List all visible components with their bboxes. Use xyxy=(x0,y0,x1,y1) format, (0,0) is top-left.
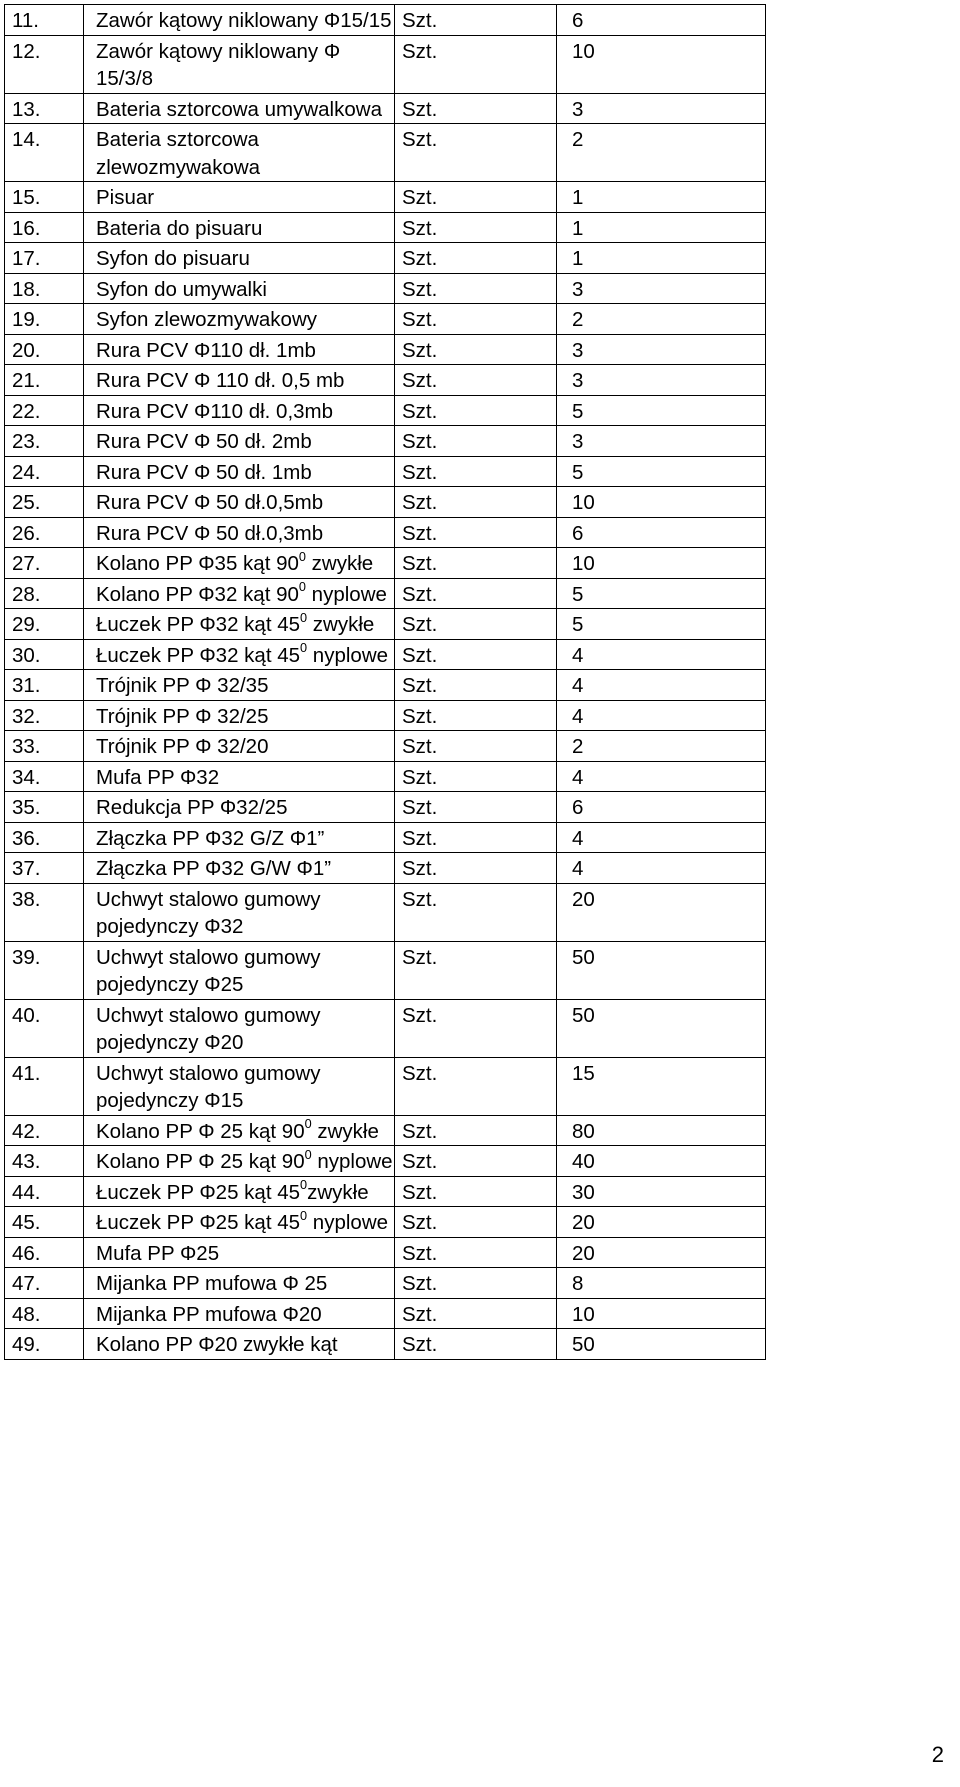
item-name: Uchwyt stalowo gumowy pojedynczy Φ32 xyxy=(84,883,395,941)
row-number: 21. xyxy=(5,365,84,396)
item-name xyxy=(84,548,395,579)
item-quantity: 3 xyxy=(557,334,766,365)
item-quantity: 4 xyxy=(557,670,766,701)
item-name: Złączka PP Φ32 G/W Φ1” xyxy=(84,853,395,884)
row-number: 38. xyxy=(5,883,84,941)
table-row xyxy=(5,304,766,335)
table-row xyxy=(5,639,766,670)
row-number: 36. xyxy=(5,822,84,853)
item-unit: Szt. xyxy=(395,1237,557,1268)
item-unit: Szt. xyxy=(395,365,557,396)
item-quantity: 40 xyxy=(557,1146,766,1177)
item-quantity: 2 xyxy=(557,731,766,762)
row-number: 42. xyxy=(5,1115,84,1146)
item-unit: Szt. xyxy=(395,1146,557,1177)
row-number: 11. xyxy=(5,5,84,36)
item-quantity: 50 xyxy=(557,941,766,999)
item-unit: Szt. xyxy=(395,548,557,579)
item-name: Redukcja PP Φ32/25 xyxy=(84,792,395,823)
degree-superscript: 0 xyxy=(300,640,308,656)
item-unit: Szt. xyxy=(395,941,557,999)
row-number: 44. xyxy=(5,1176,84,1207)
item-quantity: 50 xyxy=(557,1329,766,1360)
table-row xyxy=(5,334,766,365)
item-quantity: 15 xyxy=(557,1057,766,1115)
item-name-text: Łuczek PP Φ32 kąt 45 xyxy=(96,643,301,667)
item-unit: Szt. xyxy=(395,487,557,518)
table-row xyxy=(5,1057,766,1115)
item-quantity: 4 xyxy=(557,761,766,792)
item-quantity: 1 xyxy=(557,182,766,213)
table-row xyxy=(5,243,766,274)
item-unit: Szt. xyxy=(395,5,557,36)
page-number: 2 xyxy=(931,1742,944,1767)
item-quantity: 8 xyxy=(557,1268,766,1299)
table-row xyxy=(5,700,766,731)
degree-superscript: 0 xyxy=(300,609,308,625)
item-unit: Szt. xyxy=(395,883,557,941)
item-unit: Szt. xyxy=(395,1207,557,1238)
item-unit: Szt. xyxy=(395,243,557,274)
item-name-suffix: zwykłe xyxy=(307,1180,369,1204)
item-name: Zawór kątowy niklowany Φ15/15 xyxy=(84,5,395,36)
materials-table-body xyxy=(5,5,766,1360)
table-row xyxy=(5,1298,766,1329)
table-row xyxy=(5,487,766,518)
item-unit: Szt. xyxy=(395,700,557,731)
item-quantity: 5 xyxy=(557,456,766,487)
item-name-text: Kolano PP Φ 25 kąt 90 xyxy=(96,1119,305,1143)
item-name-text: Łuczek PP Φ25 kąt 45 xyxy=(96,1180,301,1204)
table-row xyxy=(5,941,766,999)
item-name-suffix: nyplowe xyxy=(307,1211,389,1234)
table-row xyxy=(5,548,766,579)
item-unit: Szt. xyxy=(395,792,557,823)
item-unit: Szt. xyxy=(395,395,557,426)
item-quantity: 10 xyxy=(557,1298,766,1329)
row-number: 17. xyxy=(5,243,84,274)
row-number: 32. xyxy=(5,700,84,731)
degree-superscript: 0 xyxy=(304,1116,312,1132)
degree-superscript: 0 xyxy=(300,1177,308,1193)
item-unit: Szt. xyxy=(395,1268,557,1299)
materials-table xyxy=(4,4,766,1360)
table-row xyxy=(5,609,766,640)
item-quantity: 80 xyxy=(557,1115,766,1146)
item-name: Trójnik PP Φ 32/25 xyxy=(84,700,395,731)
row-number: 35. xyxy=(5,792,84,823)
item-quantity: 10 xyxy=(557,548,766,579)
item-name: Rura PCV Φ 50 dł. 1mb xyxy=(84,456,395,487)
row-number: 13. xyxy=(5,93,84,124)
item-name: Mufa PP Φ32 xyxy=(84,761,395,792)
row-number: 14. xyxy=(5,124,84,182)
item-name: Rura PCV Φ 50 dł. 2mb xyxy=(84,426,395,457)
item-quantity: 1 xyxy=(557,243,766,274)
item-quantity: 4 xyxy=(557,822,766,853)
table-row xyxy=(5,1207,766,1238)
item-quantity: 20 xyxy=(557,1237,766,1268)
item-quantity: 2 xyxy=(557,124,766,182)
item-quantity: 1 xyxy=(557,212,766,243)
item-unit: Szt. xyxy=(395,999,557,1057)
row-number: 33. xyxy=(5,731,84,762)
item-quantity: 5 xyxy=(557,609,766,640)
table-row xyxy=(5,578,766,609)
table-row xyxy=(5,5,766,36)
table-row xyxy=(5,426,766,457)
item-unit: Szt. xyxy=(395,124,557,182)
table-row xyxy=(5,883,766,941)
degree-superscript: 0 xyxy=(298,579,306,595)
row-number: 26. xyxy=(5,517,84,548)
item-name xyxy=(84,1146,395,1177)
item-name: Rura PCV Φ110 dł. 0,3mb xyxy=(84,395,395,426)
item-name: Bateria sztorcowa zlewozmywakowa xyxy=(84,124,395,182)
table-row xyxy=(5,93,766,124)
item-unit: Szt. xyxy=(395,304,557,335)
item-name: Rura PCV Φ110 dł. 1mb xyxy=(84,334,395,365)
row-number: 28. xyxy=(5,578,84,609)
item-quantity: 20 xyxy=(557,883,766,941)
item-quantity: 10 xyxy=(557,35,766,93)
item-name: Trójnik PP Φ 32/20 xyxy=(84,731,395,762)
row-number: 47. xyxy=(5,1268,84,1299)
item-quantity: 3 xyxy=(557,365,766,396)
item-name-suffix: nyplowe xyxy=(311,1150,393,1173)
item-name: Zawór kątowy niklowany Φ 15/3/8 xyxy=(84,35,395,93)
row-number: 40. xyxy=(5,999,84,1057)
item-unit: Szt. xyxy=(395,609,557,640)
table-row xyxy=(5,182,766,213)
item-unit: Szt. xyxy=(395,761,557,792)
item-name xyxy=(84,1176,395,1207)
row-number: 18. xyxy=(5,273,84,304)
item-unit: Szt. xyxy=(395,731,557,762)
item-quantity: 5 xyxy=(557,395,766,426)
table-row xyxy=(5,792,766,823)
table-row xyxy=(5,1115,766,1146)
item-unit: Szt. xyxy=(395,517,557,548)
item-quantity: 10 xyxy=(557,487,766,518)
item-quantity: 6 xyxy=(557,792,766,823)
item-name: Bateria do pisuaru xyxy=(84,212,395,243)
item-name: Bateria sztorcowa umywalkowa xyxy=(84,93,395,124)
table-row xyxy=(5,273,766,304)
item-name: Uchwyt stalowo gumowy pojedynczy Φ20 xyxy=(84,999,395,1057)
row-number: 24. xyxy=(5,456,84,487)
item-name-suffix: nyplowe xyxy=(305,582,387,606)
row-number: 12. xyxy=(5,35,84,93)
item-unit: Szt. xyxy=(395,426,557,457)
item-unit: Szt. xyxy=(395,456,557,487)
table-row xyxy=(5,999,766,1057)
item-name: Trójnik PP Φ 32/35 xyxy=(84,670,395,701)
row-number: 19. xyxy=(5,304,84,335)
row-number: 16. xyxy=(5,212,84,243)
item-name: Kolano PP Φ20 zwykłe kąt xyxy=(84,1329,395,1360)
table-row xyxy=(5,731,766,762)
table-row xyxy=(5,822,766,853)
item-name: Mufa PP Φ25 xyxy=(84,1237,395,1268)
row-number: 34. xyxy=(5,761,84,792)
table-row xyxy=(5,1329,766,1360)
table-row xyxy=(5,456,766,487)
item-name-text: Kolano PP Φ32 kąt 90 xyxy=(96,582,299,606)
table-row xyxy=(5,212,766,243)
item-name-suffix: nyplowe xyxy=(307,643,389,667)
item-quantity: 4 xyxy=(557,700,766,731)
item-quantity: 30 xyxy=(557,1176,766,1207)
row-number: 31. xyxy=(5,670,84,701)
item-name-text: Kolano PP Φ 25 kąt 90 xyxy=(96,1150,305,1173)
item-name: Rura PCV Φ 110 dł. 0,5 mb xyxy=(84,365,395,396)
item-name: Mijanka PP mufowa Φ20 xyxy=(84,1298,395,1329)
item-quantity: 3 xyxy=(557,426,766,457)
table-row xyxy=(5,1268,766,1299)
table-row xyxy=(5,517,766,548)
row-number: 15. xyxy=(5,182,84,213)
item-name xyxy=(84,639,395,670)
item-unit: Szt. xyxy=(395,93,557,124)
item-unit: Szt. xyxy=(395,1176,557,1207)
item-name-text: Kolano PP Φ35 kąt 90 xyxy=(96,552,299,575)
item-name xyxy=(84,1115,395,1146)
degree-superscript: 0 xyxy=(304,1146,312,1162)
table-row xyxy=(5,1146,766,1177)
item-unit: Szt. xyxy=(395,639,557,670)
row-number: 27. xyxy=(5,548,84,579)
item-unit: Szt. xyxy=(395,334,557,365)
row-number: 23. xyxy=(5,426,84,457)
item-unit: Szt. xyxy=(395,1298,557,1329)
item-name-text: Łuczek PP Φ32 kąt 45 xyxy=(96,613,301,636)
row-number: 45. xyxy=(5,1207,84,1238)
row-number: 46. xyxy=(5,1237,84,1268)
item-name: Rura PCV Φ 50 dł.0,5mb xyxy=(84,487,395,518)
item-unit: Szt. xyxy=(395,670,557,701)
row-number: 37. xyxy=(5,853,84,884)
item-name: Syfon do pisuaru xyxy=(84,243,395,274)
table-row xyxy=(5,853,766,884)
item-quantity: 6 xyxy=(557,5,766,36)
table-row xyxy=(5,761,766,792)
item-name: Rura PCV Φ 50 dł.0,3mb xyxy=(84,517,395,548)
item-quantity: 4 xyxy=(557,639,766,670)
item-name: Złączka PP Φ32 G/Z Φ1” xyxy=(84,822,395,853)
item-unit: Szt. xyxy=(395,1115,557,1146)
table-row xyxy=(5,365,766,396)
row-number: 25. xyxy=(5,487,84,518)
item-unit: Szt. xyxy=(395,853,557,884)
item-quantity: 2 xyxy=(557,304,766,335)
row-number: 43. xyxy=(5,1146,84,1177)
item-unit: Szt. xyxy=(395,182,557,213)
row-number: 48. xyxy=(5,1298,84,1329)
item-unit: Szt. xyxy=(395,822,557,853)
row-number: 30. xyxy=(5,639,84,670)
row-number: 20. xyxy=(5,334,84,365)
item-name-suffix: zwykłe xyxy=(311,1119,379,1143)
table-row xyxy=(5,35,766,93)
item-name-suffix: zwykłe xyxy=(305,552,374,575)
table-row xyxy=(5,1176,766,1207)
item-name: Syfon zlewozmywakowy xyxy=(84,304,395,335)
item-quantity: 3 xyxy=(557,93,766,124)
item-unit: Szt. xyxy=(395,1329,557,1360)
row-number: 29. xyxy=(5,609,84,640)
item-name: Syfon do umywalki xyxy=(84,273,395,304)
item-quantity: 20 xyxy=(557,1207,766,1238)
item-name: Pisuar xyxy=(84,182,395,213)
item-name xyxy=(84,609,395,640)
degree-superscript: 0 xyxy=(300,1207,308,1223)
item-unit: Szt. xyxy=(395,1057,557,1115)
item-unit: Szt. xyxy=(395,212,557,243)
item-quantity: 6 xyxy=(557,517,766,548)
table-row xyxy=(5,670,766,701)
item-unit: Szt. xyxy=(395,578,557,609)
table-row xyxy=(5,395,766,426)
row-number: 22. xyxy=(5,395,84,426)
row-number: 39. xyxy=(5,941,84,999)
degree-superscript: 0 xyxy=(298,548,306,564)
item-name-text: Łuczek PP Φ25 kąt 45 xyxy=(96,1211,301,1234)
row-number: 49. xyxy=(5,1329,84,1360)
item-quantity: 50 xyxy=(557,999,766,1057)
item-unit: Szt. xyxy=(395,273,557,304)
item-quantity: 3 xyxy=(557,273,766,304)
item-name: Uchwyt stalowo gumowy pojedynczy Φ15 xyxy=(84,1057,395,1115)
table-row xyxy=(5,124,766,182)
item-name xyxy=(84,1207,395,1238)
item-unit: Szt. xyxy=(395,35,557,93)
item-name: Uchwyt stalowo gumowy pojedynczy Φ25 xyxy=(84,941,395,999)
row-number: 41. xyxy=(5,1057,84,1115)
item-name-suffix: zwykłe xyxy=(307,613,375,636)
table-row xyxy=(5,1237,766,1268)
item-quantity: 5 xyxy=(557,578,766,609)
item-name: Mijanka PP mufowa Φ 25 xyxy=(84,1268,395,1299)
item-quantity: 4 xyxy=(557,853,766,884)
item-name xyxy=(84,578,395,609)
